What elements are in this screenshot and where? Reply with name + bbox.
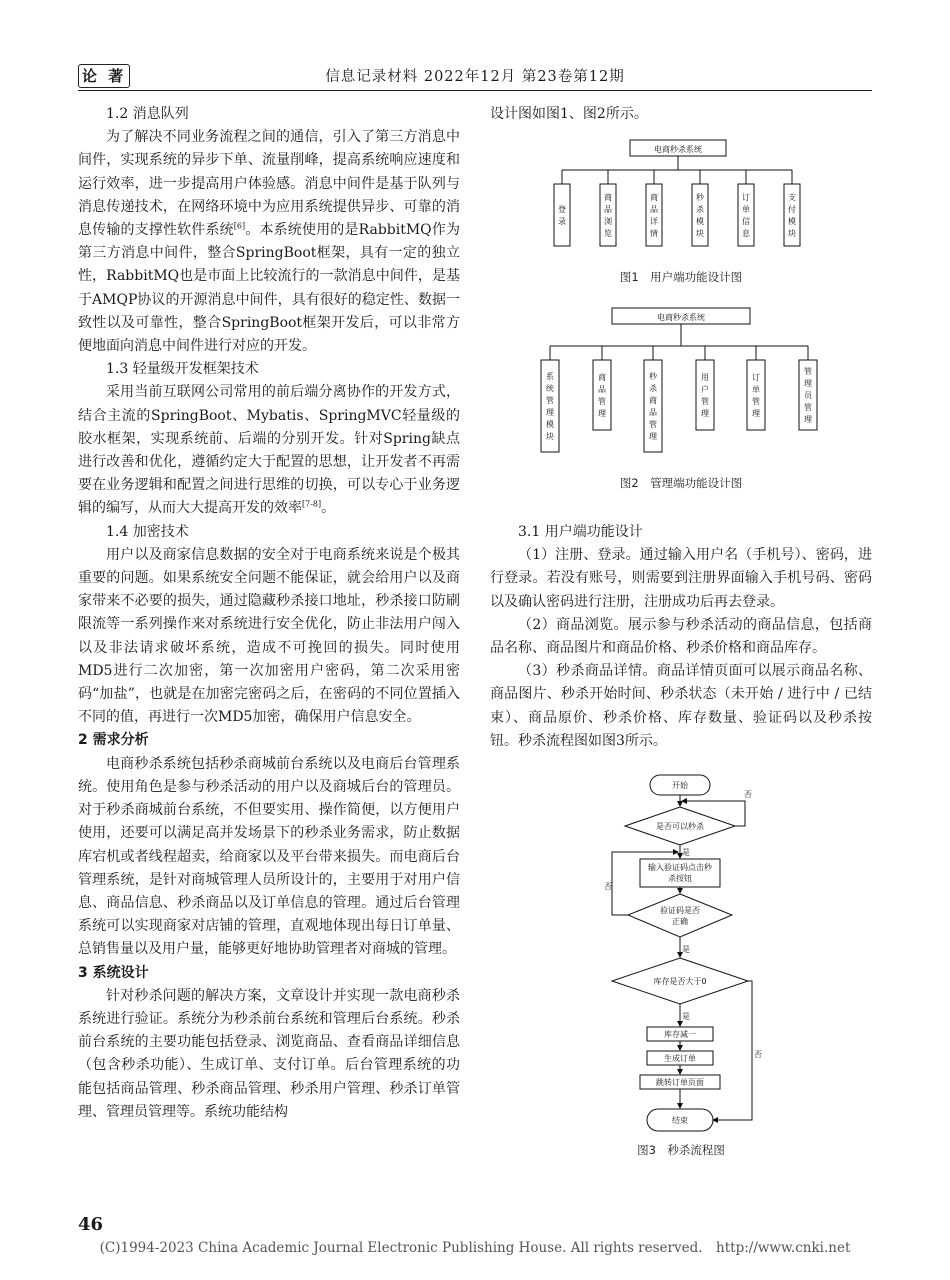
- flow-p3-label: 生成订单: [664, 1054, 696, 1064]
- flow-d2-label-line1: 验证码是否: [660, 906, 700, 916]
- paragraph-register-login: （1）注册、登录。通过输入用户名（手机号）、密码，进行登录。若没有账号，则需要到注册界面输入手机号码、密码以及确认密码进行注册，注册成功后再去登录。: [490, 547, 872, 610]
- flow-d2-label-line2: 正确: [672, 917, 688, 927]
- page-number: 46: [78, 1214, 104, 1235]
- fig1-child-label: 商品详情: [650, 193, 658, 239]
- flow-p1-label-line1: 输入验证码点击秒: [648, 863, 712, 873]
- fig2-child-label: 商品管理: [598, 372, 606, 418]
- fig1-child-label: 登录: [558, 205, 566, 227]
- flow-p4-label: 跳转订单页面: [656, 1078, 704, 1088]
- fig2-root: 电商秒杀系统: [657, 312, 705, 322]
- right-column: [490, 103, 872, 1162]
- fig2-child-label: 订单管理: [752, 372, 760, 418]
- fig1-root: 电商秒杀系统: [654, 145, 702, 155]
- fig2-child-label: 用户管理: [701, 372, 709, 418]
- flow-decision-captcha: [628, 894, 732, 937]
- flow-no-label: 否: [744, 790, 752, 800]
- flow-p1-label-line2: 杀按钮: [668, 874, 692, 884]
- figure-3: [490, 767, 872, 1162]
- paragraph-requirements: 电商秒杀系统包括秒杀商城前台系统以及电商后台管理系统。使用角色是参与秒杀活动的用户以及商城后台的管理员。对于秒杀商城前台系统，不但要实用、操作简便，以方便用户使用，还要可以满足高并发场景下的秒杀业务需求，防止数据库宕机或者线程超卖，给商家以及平台带来损失。而电商后台管理系统，是针对商城管理人员所设计的，主要用于对用户信息、商品信息、秒杀商品以及订单信息的管理。通过后台管理系统可以实现商家对店铺的管理，直观地体现出每日订单量、总销售量以及用户量，能够更好地协助管理者对商城的管理。: [78, 755, 460, 958]
- section-2-heading: 2 需求分析: [78, 732, 149, 749]
- flow-start-label: 开始: [672, 781, 688, 791]
- flow-yes-label: 是: [682, 945, 690, 955]
- subsection-3-1-heading: 3.1 用户端功能设计: [518, 524, 643, 541]
- subsection-1-2-heading: 1.2 消息队列: [106, 106, 189, 122]
- paragraph-message-queue: 为了解决不同业务流程之间的通信，引入了第三方消息中间件，实现系统的异步下单、流量削峰，提高系统响应速度和运行效率，进一步提高用户体验感。消息中间件是基于队列与消息传递技术，在网络环境中为应用系统提供异步、可靠的消息传输的支撑性软件系统[6]。本系统使用的是RabbitMQ作为第三方消息中间件，整合SpringBoot框架，具有一定的独立性，RabbitMQ也是市面上比较流行的一款消息中间件，是基于AMQP协议的开源消息中间件，具有很好的稳定性、数据一致性以及可靠性，整合SpringBoot框架开发后，可以非常方便地面向消息中间件进行对应的开发。: [78, 129, 460, 355]
- figure-3-caption: 图3 秒杀流程图: [637, 1143, 725, 1158]
- citation: [7-8]: [302, 499, 322, 509]
- paragraph-system-design: 针对秒杀问题的解决方案，文章设计并实现一款电商秒杀系统进行验证。系统分为秒杀前台系统和管理后台系统。秒杀前台系统的主要功能包括登录、浏览商品、查看商品详细信息（包含秒杀功能）、生成订单、支付订单。后台管理系统的功能包括商品管理、秒杀商品管理、秒杀用户管理、秒杀订单管理、管理员管理等。系统功能结构: [78, 987, 460, 1120]
- figure-1: [490, 126, 872, 289]
- flow-yes-label: 是: [682, 1012, 690, 1022]
- flow-yes-label: 是: [682, 848, 690, 858]
- figure-3-flowchart: [490, 767, 872, 1137]
- section-badge: 论 著: [78, 64, 130, 88]
- page-header: [78, 64, 872, 88]
- flow-p2-label: 库存减一: [664, 1030, 696, 1040]
- subsection-1-4-heading: 1.4 加密技术: [106, 523, 189, 540]
- fig1-child-label: 订单信息: [742, 193, 750, 239]
- fig2-child-label: 管理员管理: [804, 366, 812, 424]
- figure-1-diagram: [490, 126, 872, 258]
- header-rule: [78, 90, 872, 91]
- section-3-heading: 3 系统设计: [78, 964, 149, 981]
- paragraph-framework: 采用当前互联网公司常用的前后端分离协作的开发方式，结合主流的SpringBoot、Mybatis、SpringMVC轻量级的胶水框架，实现系统前、后端的分别开发。针对Spring缺点进行改善和优化，遵循约定大于配置的思想，让开发者不再需要在业务逻辑和配置之间进行思维的切换，可以专心于业务逻辑的编写，从而大大提高开发的效率[7-8]。: [78, 384, 460, 517]
- figure-2-diagram: [490, 304, 872, 464]
- citation: [6]: [233, 221, 246, 231]
- fig1-child-label: 商品浏览: [604, 193, 612, 239]
- paragraph-detail: （3）秒杀商品详情。商品详情页面可以展示商品名称、商品图片、秒杀开始时间、秒杀状态（未开始 / 进行中 / 已结束）、商品原价、秒杀价格、库存数量、验证码以及秒杀按钮。秒杀流程图如图3所示。: [490, 663, 872, 749]
- subsection-1-3-heading: 1.3 轻量级开发框架技术: [106, 361, 259, 378]
- paragraph-encryption: 用户以及商家信息数据的安全对于电商系统来说是个极其重要的问题。如果系统安全问题不能保证，就会给用户以及商家带来不必要的损失，通过隐藏秒杀接口地址，秒杀接口防刷限流等一系列操作来对系统进行安全优化，防止非法用户闯入以及非法请求破坏系统，造成不可挽回的损失。同时使用MD5进行二次加密，第一次加密用户密码，第二次采用密码“加盐”，也就是在加密完密码之后，在密码的不同位置插入不同的值，再进行一次MD5加密，确保用户信息安全。: [78, 546, 460, 726]
- figure-2: [490, 304, 872, 495]
- fig2-child-label: 秒杀商品管理: [649, 371, 657, 441]
- flow-d3-label: 库存是否大于0: [653, 977, 707, 987]
- figure-1-caption: 图1 用户端功能设计图: [619, 270, 743, 285]
- fig1-child-label: 秒杀模块: [696, 193, 704, 239]
- fig2-child-label: 系统管理模块: [546, 371, 554, 441]
- flow-end-label: 结束: [672, 1116, 688, 1126]
- figure-2-caption: 图2 管理端功能设计图: [619, 475, 743, 490]
- fig1-child-label: 支付模块: [788, 193, 796, 239]
- paragraph-continued: 设计图如图1、图2所示。: [490, 106, 648, 122]
- copyright-notice: (C)1994-2023 China Academic Journal Electronic Publishing House. All rights reserved. http://www.cnki.net: [99, 1240, 851, 1256]
- flow-no-label: 否: [754, 1050, 762, 1060]
- flow-no-label: 否: [604, 882, 612, 892]
- left-column: [78, 103, 460, 1124]
- paragraph-browse: （2）商品浏览。展示参与秒杀活动的商品信息，包括商品名称、商品图片和商品价格、秒杀价格和商品库存。: [490, 616, 872, 657]
- journal-title: 信息记录材料 2022年12月 第23卷第12期: [325, 69, 625, 85]
- flow-d1-label: 是否可以秒杀: [656, 822, 704, 832]
